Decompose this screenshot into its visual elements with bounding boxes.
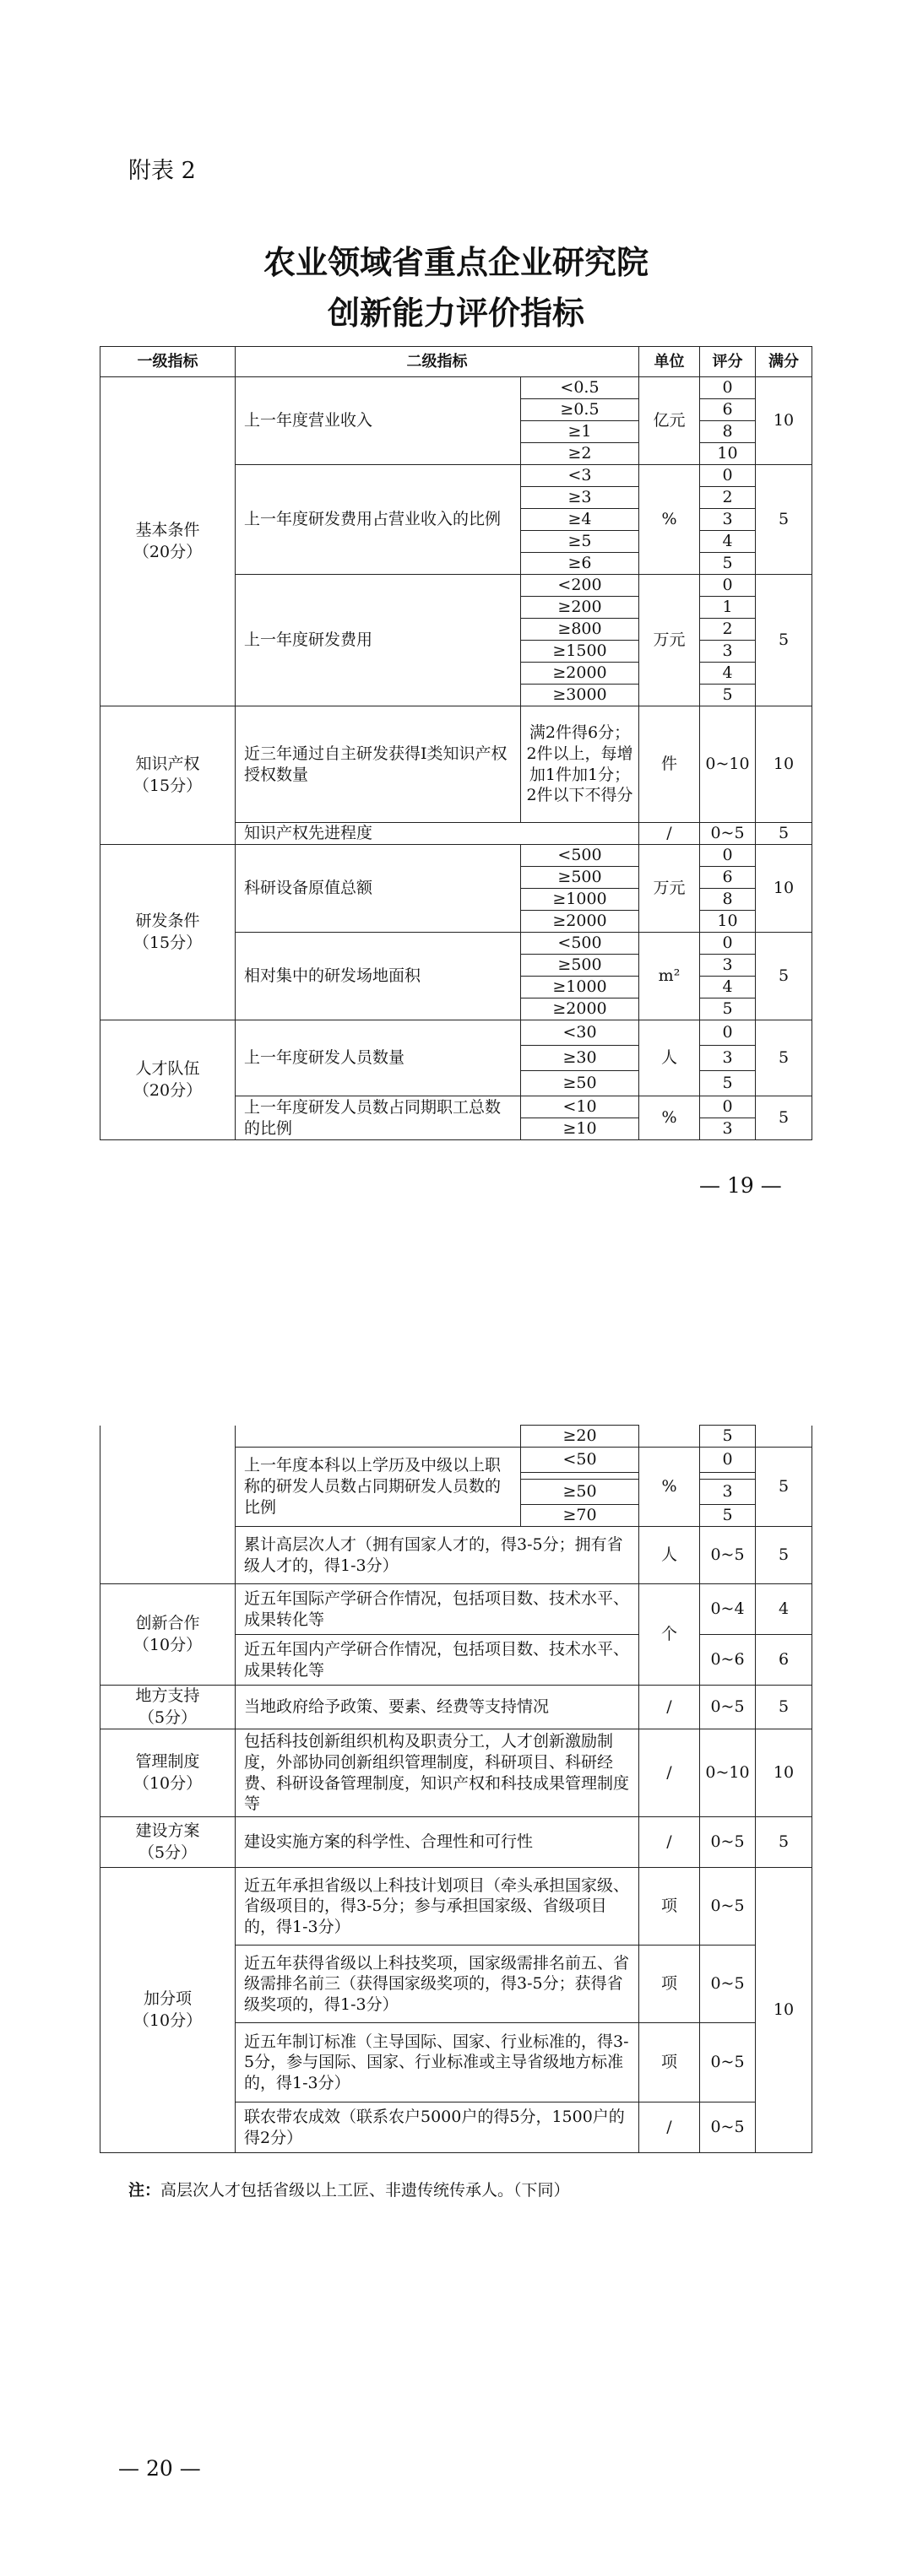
table-row — [100, 1686, 812, 1729]
max-cell: 5 — [756, 1448, 812, 1527]
category-talent — [100, 1020, 236, 1140]
note-label: 注： — [128, 2181, 161, 2200]
score-cell: 0 — [700, 377, 756, 399]
max-cell: 4 — [756, 1584, 812, 1635]
range-cell: <50 — [521, 1448, 639, 1473]
range-cell — [521, 1473, 639, 1480]
score-cell: 0~5 — [700, 1686, 756, 1729]
score-cell: 0~10 — [700, 706, 756, 823]
header-max: 满分 — [756, 347, 812, 377]
note-text: 高层次人才包括省级以上工匠、非遗传统传承人。（下同） — [160, 2181, 570, 2200]
header-score: 评分 — [700, 347, 756, 377]
category-points: （5分） — [138, 1707, 198, 1727]
range-cell: ≥3 — [521, 487, 639, 509]
unit-cell: 万元 — [639, 845, 700, 933]
criteria-table-part1 — [100, 346, 812, 1140]
table-row — [100, 1817, 812, 1868]
indicator-management: 包括科技创新组织机构及职责分工，人才创新激励制度，外部协同创新组织管理制度，科研项目、科研经费、科研设备管理制度，知识产权和科技成果管理制度等 — [236, 1729, 639, 1817]
range-cell: ≥1 — [521, 421, 639, 443]
range-cell: ≥50 — [521, 1480, 639, 1505]
max-cell: 10 — [756, 706, 812, 823]
max-cell: 10 — [756, 845, 812, 933]
unit-cell: m² — [639, 933, 700, 1020]
category-label: 加分项 — [143, 1989, 192, 2009]
table-row — [100, 1426, 812, 1448]
indicator-ip-count: 近三年通过自主研发获得I类知识产权授权数量 — [236, 706, 521, 823]
range-cell: ≥4 — [521, 509, 639, 531]
max-cell: 5 — [756, 1817, 812, 1868]
score-cell: 0 — [700, 575, 756, 597]
max-cell: 10 — [756, 1868, 812, 2153]
unit-cell: / — [639, 1729, 700, 1817]
header-level2: 二级指标 — [236, 347, 639, 377]
category-points: （10分） — [133, 1635, 203, 1654]
score-cell: 5 — [700, 1071, 756, 1096]
doc-title-line2: 创新能力评价指标 — [327, 295, 584, 332]
indicator-rd-cost: 上一年度研发费用 — [236, 575, 521, 706]
unit-cell: / — [639, 823, 700, 845]
score-cell: 0~6 — [700, 1635, 756, 1686]
indicator-high-talent: 累计高层次人才（拥有国家人才的，得3-5分；拥有省级人才的，得1-3分） — [236, 1527, 639, 1584]
indicator-awards: 近五年获得省级以上科技奖项，国家级需排名前五、省级需排名前三（获得国家级奖项的，得3-5分；获得省级奖项的，得1-3分） — [236, 1946, 639, 2023]
indicator-standards: 近五年制订标准（主导国际、国家、行业标准的，得3-5分，参与国际、国家、行业标准或主导省级地方标准的，得1-3分） — [236, 2023, 639, 2102]
score-cell: 5 — [700, 553, 756, 575]
max-cell: 5 — [756, 823, 812, 845]
unit-cell: 项 — [639, 1868, 700, 1946]
unit-cell: 亿元 — [639, 377, 700, 465]
category-points: （10分） — [133, 1773, 203, 1793]
header-unit: 单位 — [639, 347, 700, 377]
score-cell: 0~5 — [700, 2102, 756, 2153]
unit-cell: 万元 — [639, 575, 700, 706]
score-cell: 3 — [700, 1480, 756, 1505]
range-cell: <500 — [521, 933, 639, 955]
table-row — [100, 1868, 812, 1946]
table-row — [100, 706, 812, 823]
unit-cell: 人 — [639, 1020, 700, 1096]
max-cell: 6 — [756, 1635, 812, 1686]
score-cell: 0~5 — [700, 1946, 756, 2023]
category-label: 人才队伍 — [135, 1058, 200, 1078]
max-cell: 5 — [756, 1020, 812, 1096]
score-cell: 3 — [700, 955, 756, 977]
unit-cell: % — [639, 465, 700, 575]
score-cell: 4 — [700, 663, 756, 685]
range-cell: ≥0.5 — [521, 399, 639, 421]
range-cell: ≥6 — [521, 553, 639, 575]
score-cell: 5 — [700, 998, 756, 1020]
category-label: 基本条件 — [135, 520, 200, 539]
page-20 — [0, 1288, 912, 2576]
max-cell: 10 — [756, 1729, 812, 1817]
unit-cell — [639, 1426, 700, 1448]
indicator-intl-coop: 近五年国际产学研合作情况，包括项目数、技术水平、成果转化等 — [236, 1584, 639, 1635]
score-cell: 0~5 — [700, 1527, 756, 1584]
score-cell: 1 — [700, 597, 756, 619]
range-cell: ≥10 — [521, 1118, 639, 1140]
score-cell: 8 — [700, 889, 756, 911]
unit-cell: % — [639, 1096, 700, 1140]
score-cell: 0~5 — [700, 2023, 756, 2102]
unit-cell: 项 — [639, 2023, 700, 2102]
indicator-staff-ratio: 上一年度研发人员数占同期职工总数的比例 — [236, 1096, 521, 1140]
indicator-dom-coop: 近五年国内产学研合作情况，包括项目数、技术水平、成果转化等 — [236, 1635, 639, 1686]
score-cell — [700, 1473, 756, 1480]
indicator-revenue: 上一年度营业收入 — [236, 377, 521, 465]
category-points: （10分） — [133, 2010, 203, 2030]
max-cell: 5 — [756, 1096, 812, 1140]
score-cell: 0 — [700, 1020, 756, 1046]
range-cell: ≥70 — [521, 1505, 639, 1527]
unit-cell: / — [639, 2102, 700, 2153]
category-points: （15分） — [133, 933, 203, 952]
category-local-support — [100, 1686, 236, 1729]
score-cell: 10 — [700, 911, 756, 933]
score-cell: 0~10 — [700, 1729, 756, 1817]
rule-cell: 满2件得6分；2件以上，每增加1件加1分；2件以下不得分 — [521, 706, 639, 823]
category-label: 建设方案 — [135, 1821, 200, 1841]
unit-cell: 件 — [639, 706, 700, 823]
range-cell: ≥500 — [521, 867, 639, 889]
score-cell: 8 — [700, 421, 756, 443]
range-cell: <30 — [521, 1020, 639, 1046]
score-cell: 5 — [700, 1426, 756, 1448]
score-cell: 5 — [700, 685, 756, 706]
header-level1: 一级指标 — [100, 347, 236, 377]
score-cell: 3 — [700, 1046, 756, 1071]
range-cell: ≥1000 — [521, 889, 639, 911]
category-points: （20分） — [133, 1080, 203, 1100]
criteria-table-part2 — [100, 1425, 812, 2153]
range-cell: ≥1500 — [521, 641, 639, 663]
category-label: 研发条件 — [135, 911, 200, 930]
category-cooperation — [100, 1584, 236, 1686]
category-ip — [100, 706, 236, 845]
max-cell: 5 — [756, 465, 812, 575]
score-cell: 6 — [700, 867, 756, 889]
range-cell: ≥2000 — [521, 911, 639, 933]
range-cell: ≥1000 — [521, 977, 639, 998]
score-cell: 3 — [700, 1118, 756, 1140]
range-cell: <0.5 — [521, 377, 639, 399]
range-cell: <3 — [521, 465, 639, 487]
range-cell: <10 — [521, 1096, 639, 1118]
range-cell: <500 — [521, 845, 639, 867]
range-cell: ≥30 — [521, 1046, 639, 1071]
table-row — [100, 1584, 812, 1635]
annex-label: 附表 2 — [128, 158, 196, 184]
table-row — [100, 1020, 812, 1046]
category-label: 地方支持 — [135, 1686, 200, 1705]
range-cell: ≥20 — [521, 1426, 639, 1448]
max-cell: 10 — [756, 377, 812, 465]
category-basic — [100, 377, 236, 706]
unit-cell: 个 — [639, 1584, 700, 1686]
score-cell: 3 — [700, 509, 756, 531]
score-cell: 0 — [700, 933, 756, 955]
score-cell: 3 — [700, 641, 756, 663]
doc-title-line1: 农业领域省重点企业研究院 — [263, 244, 649, 281]
table-row — [100, 1729, 812, 1817]
range-cell: ≥800 — [521, 619, 639, 641]
max-cell: 5 — [756, 1686, 812, 1729]
score-cell: 0 — [700, 465, 756, 487]
score-cell: 0 — [700, 845, 756, 867]
score-cell: 10 — [700, 443, 756, 465]
score-cell: 4 — [700, 977, 756, 998]
max-cell: 5 — [756, 1527, 812, 1584]
score-cell: 0 — [700, 1448, 756, 1473]
range-cell: <200 — [521, 575, 639, 597]
category-management — [100, 1729, 236, 1817]
score-cell: 0~5 — [700, 1868, 756, 1946]
indicator-staff: 上一年度研发人员数量 — [236, 1020, 521, 1096]
score-cell: 5 — [700, 1505, 756, 1527]
indicator-ip-advance: 知识产权先进程度 — [236, 823, 639, 845]
table-note — [128, 2178, 570, 2200]
category-label: 管理制度 — [135, 1752, 200, 1772]
range-cell: ≥5 — [521, 531, 639, 553]
unit-cell: / — [639, 1817, 700, 1868]
unit-cell: 人 — [639, 1527, 700, 1584]
category-talent-continued — [100, 1426, 236, 1584]
indicator-equipment: 科研设备原值总额 — [236, 845, 521, 933]
score-cell: 6 — [700, 399, 756, 421]
score-cell: 0 — [700, 1096, 756, 1118]
score-cell: 0~5 — [700, 1817, 756, 1868]
unit-cell: / — [639, 1686, 700, 1729]
range-cell: ≥500 — [521, 955, 639, 977]
indicator-projects: 近五年承担省级以上科技计划项目（牵头承担国家级、省级项目的，得3-5分；参与承担国家级、省级项目的，得1-3分） — [236, 1868, 639, 1946]
score-cell: 0~5 — [700, 823, 756, 845]
table-row — [100, 377, 812, 399]
unit-cell: % — [639, 1448, 700, 1527]
category-points: （5分） — [138, 1843, 198, 1862]
score-cell: 4 — [700, 531, 756, 553]
indicator-plan: 建设实施方案的科学性、合理性和可行性 — [236, 1817, 639, 1868]
range-cell: ≥50 — [521, 1071, 639, 1096]
category-points: （20分） — [133, 542, 203, 561]
max-cell: 5 — [756, 575, 812, 706]
indicator-rd-ratio: 上一年度研发费用占营业收入的比例 — [236, 465, 521, 575]
range-cell: ≥2000 — [521, 998, 639, 1020]
indicator-farmers: 联农带农成效（联系农户5000户的得5分，1500户的得2分） — [236, 2102, 639, 2153]
category-bonus — [100, 1868, 236, 2153]
range-cell: ≥200 — [521, 597, 639, 619]
max-cell — [756, 1426, 812, 1448]
indicator-local-support: 当地政府给予政策、要素、经费等支持情况 — [236, 1686, 639, 1729]
category-points: （15分） — [133, 776, 203, 795]
unit-cell: 项 — [639, 1946, 700, 2023]
range-cell: ≥2000 — [521, 663, 639, 685]
indicator-area: 相对集中的研发场地面积 — [236, 933, 521, 1020]
table-header-row — [100, 347, 812, 377]
range-cell: ≥3000 — [521, 685, 639, 706]
score-cell: 2 — [700, 487, 756, 509]
category-rd-conditions — [100, 845, 236, 1020]
category-plan — [100, 1817, 236, 1868]
page-number: — 20 — — [118, 2456, 201, 2481]
range-cell: ≥2 — [521, 443, 639, 465]
indicator-degree: 上一年度本科以上学历及中级以上职称的研发人员数占同期研发人员数的比例 — [236, 1448, 521, 1527]
page-number: — 19 — — [699, 1173, 782, 1198]
category-label: 知识产权 — [135, 754, 200, 773]
category-label: 创新合作 — [135, 1613, 200, 1632]
score-cell: 0~4 — [700, 1584, 756, 1635]
score-cell: 2 — [700, 619, 756, 641]
max-cell: 5 — [756, 933, 812, 1020]
table-row — [100, 845, 812, 867]
indicator-continued — [236, 1426, 521, 1448]
